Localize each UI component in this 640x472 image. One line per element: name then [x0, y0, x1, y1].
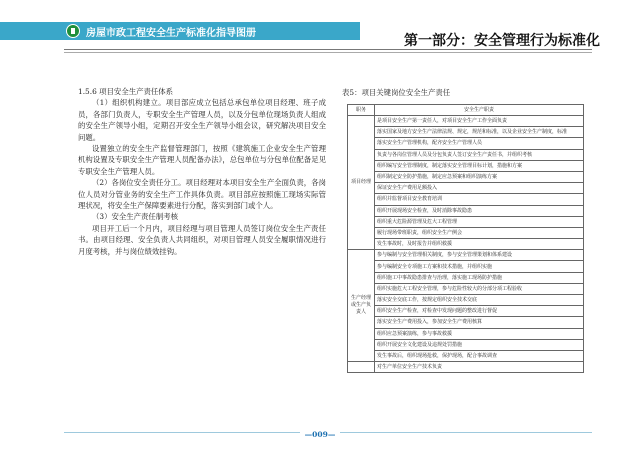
role-cell: 项目经理 [348, 116, 375, 250]
duty-cell: 保证安全生产费用足额投入 [375, 183, 584, 194]
table-row [348, 116, 584, 127]
duty-cell: 落实安全生产费用投入，参加安全生产费用核算 [375, 317, 584, 328]
body-text [78, 86, 326, 257]
table-row [348, 350, 584, 361]
header-rule [64, 49, 592, 50]
table-row [348, 250, 584, 261]
band-title: 房屋市政工程安全生产标准化指导图册 [86, 28, 256, 39]
paragraph: （3）安全生产责任制考核 [92, 212, 179, 222]
footer-rule-left [64, 432, 316, 433]
duty-cell: 是项目安全生产第一责任人，对项目安全生产工作全面负责 [375, 116, 584, 127]
table-row [348, 205, 584, 216]
duty-cell: 参与编制安全专项施工方案和技术措施，并组织实施 [375, 261, 584, 272]
duty-cell: 参与编制与安全管理相关制度，参与安全管理策划和体系建设 [375, 250, 584, 261]
duty-cell: 组织安全生产检查，对检查中发现问题的整改进行督促 [375, 306, 584, 317]
header-rule-thin [64, 52, 592, 53]
duty-cell: 组织开展安全文化建设及违规处罚措施 [375, 339, 584, 350]
section-title: 1.5.6 项目安全生产责任体系 [78, 87, 174, 96]
table-row [348, 138, 584, 149]
duty-cell: 履行现场带班职责，组织安全生产例会 [375, 227, 584, 238]
table-row [348, 317, 584, 328]
table-row [348, 272, 584, 283]
table-row [348, 127, 584, 138]
role-cell [348, 362, 375, 373]
duty-cell: 落实安全生产管理机构，配齐安全生产管理人员 [375, 138, 584, 149]
duty-cell: 发生事故时，及时报告并组织救援 [375, 239, 584, 250]
safety-logo-icon [66, 24, 80, 38]
table-row [348, 239, 584, 250]
table-row [348, 295, 584, 306]
page-number: —009— [300, 430, 340, 439]
role-cell: 生产经理或生产负责人 [348, 250, 375, 362]
duty-cell: 组织施工中事故隐患排查与治理，落实施工现场防护措施 [375, 272, 584, 283]
paragraph: （2）各岗位安全责任分工。项目经理对本项目安全生产全面负责，各岗位人员对分管业务的安全生产工作具体负责。项目部应按照施工现场实际管理状况，将安全生产保障要素进行分配，落实到部门或个人。 [78, 178, 326, 211]
page-header [0, 0, 640, 48]
duty-cell: 落实安全交底工作，按规定组织安全技术交底 [375, 295, 584, 306]
table-header-row [348, 105, 584, 116]
paragraph: 设置独立的安全生产监督管理部门，按照《建筑施工企业安全生产管理机构设置及专职安全生产管理人员配备办法》，总包单位与分包单位配备足见专职安全生产管理人员。 [78, 144, 326, 176]
table-row [348, 227, 584, 238]
col-role-header: 职务 [348, 105, 375, 116]
table-row [348, 171, 584, 182]
duty-table [347, 104, 584, 373]
table-row [348, 149, 584, 160]
duty-cell: 组织制定安全防护措施，制定应急预案和组织演练方案 [375, 171, 584, 182]
duty-cell: 组织实施危大工程安全管理，参与危险性较大的分部分项工程验收 [375, 283, 584, 294]
table-caption: 表5：项目关键岗位安全生产责任 [342, 88, 451, 97]
table-row [348, 362, 584, 373]
table-row [348, 194, 584, 205]
duty-cell: 发生事故后，组织现场抢救，保护现场，配合事故调查 [375, 350, 584, 361]
duty-cell: 组织应急预案演练，参与事故救援 [375, 328, 584, 339]
part-title: 第一部分：安全管理行为标准化 [404, 33, 600, 49]
col-duty-header: 安全生产职责 [375, 105, 584, 116]
table-row [348, 283, 584, 294]
footer-rule-right [340, 432, 592, 433]
duty-cell: 负责与各岗位管理人员及分包负责人签订安全生产责任书，并组织考核 [375, 149, 584, 160]
paragraph: （1）组织机构建立。项目部应成立包括总承包单位项目经理、班子成员，各部门负责人，专职安全生产管理人员，以及分包单位现场负责人组成的安全生产领导小组，定期召开安全生产领导小组会议，研究解决项目安全问题。 [78, 98, 326, 142]
duty-cell: 组织重大危险源管理及危大工程管理 [375, 216, 584, 227]
table-row [348, 160, 584, 171]
paragraph: 项目开工后一个月内，项目经理与项目管理人员签订岗位安全生产责任书。由项目经理、安全负责人共同组织，对项目管理人员安全履职情况进行月度考核，并与岗位绩效挂钩。 [78, 223, 326, 256]
duty-cell: 组织开展现场安全检查，及时消除事故隐患 [375, 205, 584, 216]
table-row [348, 261, 584, 272]
table-row [348, 339, 584, 350]
duty-cell: 组织编写安全管理制度，制定落实安全管理目标计划，措施和方案 [375, 160, 584, 171]
duty-cell: 落实国家及地方安全生产法律法规、规定，规范和标准，以及企业安全生产制度，标准 [375, 127, 584, 138]
table-row [348, 306, 584, 317]
duty-cell: 组织并监督项目安全教育培训 [375, 194, 584, 205]
table-row [348, 328, 584, 339]
duty-cell: 对生产单位安全生产技术负责 [375, 362, 584, 373]
table-row [348, 216, 584, 227]
table-row [348, 183, 584, 194]
